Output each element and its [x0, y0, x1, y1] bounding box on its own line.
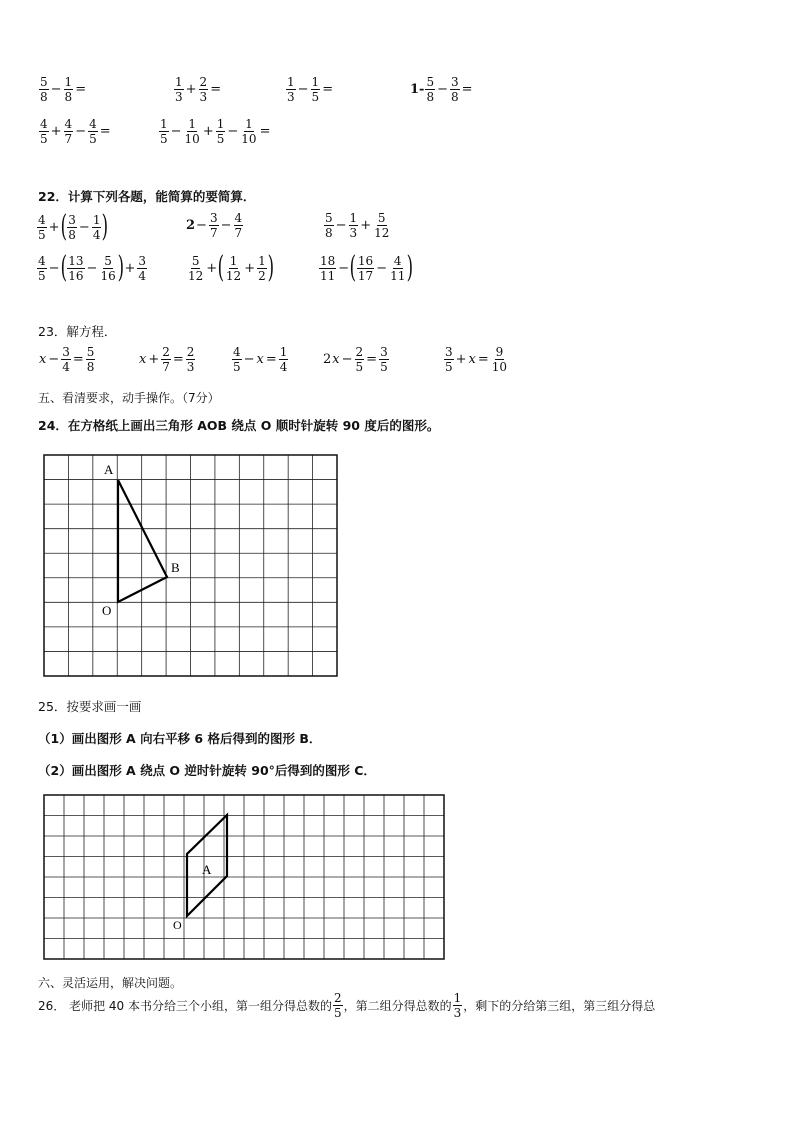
- fraction: [319, 255, 336, 282]
- numerator: 4: [234, 211, 243, 225]
- denominator: 12: [374, 226, 390, 240]
- question-26-text-a: 26． 老师把 40 本书分给三个小组，第一组分得总数的: [38, 999, 332, 1013]
- point-o-label: O: [102, 603, 112, 618]
- numerator: 2: [199, 75, 208, 89]
- fraction: [286, 76, 296, 103]
- parenthesis: (: [60, 209, 67, 244]
- fraction: [355, 346, 365, 373]
- expression: [38, 346, 96, 373]
- numerator: 5: [325, 211, 333, 225]
- question-24-grid: [40, 452, 340, 678]
- point-b-label: B: [171, 560, 180, 575]
- denominator: 11: [320, 268, 336, 283]
- numerator: 1: [245, 117, 253, 131]
- expression: [38, 76, 87, 103]
- denominator: 10: [184, 132, 200, 146]
- numerator: 1: [64, 75, 73, 89]
- parenthesis: ): [407, 250, 414, 285]
- numerator: 9: [495, 345, 504, 359]
- denominator: 8: [86, 360, 95, 374]
- number: 2: [186, 218, 196, 233]
- fraction: [186, 346, 196, 373]
- operator: +: [50, 124, 62, 139]
- fraction: [184, 118, 201, 145]
- numerator: 1: [175, 75, 183, 89]
- operator: =: [366, 352, 378, 367]
- expression: [410, 76, 474, 103]
- denominator: 7: [162, 360, 170, 374]
- fraction: [64, 76, 74, 103]
- fraction: [67, 255, 84, 282]
- fraction: [491, 346, 508, 373]
- denominator: 3: [175, 90, 183, 104]
- variable: x: [39, 352, 47, 367]
- numerator: 4: [38, 212, 46, 227]
- numerator: 4: [38, 253, 46, 268]
- expression: [38, 118, 112, 145]
- numerator: 13: [68, 253, 84, 268]
- operator: =: [72, 352, 84, 367]
- operator: −: [75, 124, 87, 139]
- operator: =: [322, 82, 334, 97]
- denominator: 5: [355, 360, 364, 374]
- denominator: 5: [40, 132, 48, 146]
- numerator: 3: [209, 211, 218, 225]
- section-6-heading: 六、灵活运用，解决问题。: [38, 976, 183, 990]
- denominator: 8: [68, 227, 76, 242]
- numerator: 2: [162, 345, 170, 359]
- numerator: 1: [311, 75, 320, 89]
- fraction: [349, 212, 359, 239]
- question-25-grid: [40, 792, 448, 962]
- fraction: [92, 214, 102, 241]
- fraction: [137, 255, 147, 282]
- operator: +: [185, 82, 197, 97]
- operator: −: [376, 260, 388, 276]
- operator: +: [148, 352, 160, 367]
- fraction: [39, 76, 49, 103]
- numerator: 1: [229, 253, 238, 268]
- operator: =: [210, 82, 222, 97]
- expression: [285, 76, 334, 103]
- fraction: [159, 118, 169, 145]
- denominator: 3: [349, 226, 358, 240]
- numerator: 1: [349, 211, 358, 225]
- numerator: 5: [191, 253, 200, 268]
- fraction: [61, 346, 71, 373]
- denominator: 3: [186, 360, 195, 374]
- shape-a-label: A: [202, 862, 212, 877]
- numerator: 4: [233, 345, 241, 359]
- numerator: 18: [320, 253, 336, 268]
- numerator: 4: [40, 117, 48, 131]
- operator: +: [202, 124, 214, 139]
- variable: x: [256, 352, 264, 367]
- fraction: [279, 346, 289, 373]
- question-25-item-2: （2）画出图形 A 绕点 O 逆时针旋转 90°后得到的图形 C．: [38, 763, 376, 778]
- denominator: 5: [233, 360, 241, 374]
- denominator: 5: [380, 360, 388, 374]
- operator: +: [48, 219, 60, 235]
- fraction: [311, 76, 321, 103]
- expression: [231, 346, 289, 373]
- denominator: 8: [64, 90, 73, 104]
- numerator: 4: [64, 117, 73, 131]
- fraction: [67, 214, 77, 241]
- section-5-heading: 五、看清要求，动手操作。（7分）: [38, 391, 220, 405]
- point-a-label: A: [104, 462, 114, 477]
- fraction: [379, 346, 389, 373]
- question-26-text-c: ，剩下的分给第三组，第三组分得总: [463, 999, 656, 1013]
- denominator: 4: [279, 360, 288, 374]
- operator: +: [244, 260, 256, 276]
- numerator: 3: [68, 212, 76, 227]
- expression: [36, 209, 109, 244]
- numerator: 3: [445, 345, 453, 359]
- operator: =: [75, 82, 87, 97]
- numerator: 4: [89, 117, 97, 131]
- question-23-title: 23．解方程．: [38, 324, 117, 339]
- fraction: [450, 76, 460, 103]
- operator: −: [196, 218, 207, 233]
- fraction: [444, 346, 454, 373]
- fraction: [225, 255, 242, 282]
- fraction: [257, 255, 267, 282]
- fraction: [37, 255, 47, 282]
- fraction: [425, 76, 435, 103]
- expression: [186, 212, 244, 239]
- denominator: 16: [100, 268, 116, 283]
- numerator: 2: [355, 345, 364, 359]
- numerator: 5: [86, 345, 95, 359]
- denominator: 7: [234, 226, 243, 240]
- expression: [138, 346, 196, 373]
- denominator: 16: [68, 268, 84, 283]
- operator: −: [338, 260, 350, 276]
- fraction: [234, 212, 244, 239]
- denominator: 5: [445, 360, 453, 374]
- expression: [158, 118, 271, 145]
- denominator: 10: [241, 132, 257, 146]
- numerator: 16: [357, 253, 374, 268]
- numerator: 5: [426, 75, 435, 89]
- denominator: 17: [357, 268, 374, 283]
- expression: [186, 250, 274, 285]
- denominator: 7: [64, 132, 73, 146]
- question-26-text-b: ，第二组分得总数的: [343, 999, 452, 1013]
- denominator: 7: [209, 226, 218, 240]
- operator: −: [78, 219, 90, 235]
- fraction: [240, 118, 257, 145]
- denominator: 5: [38, 268, 46, 283]
- operator: =: [265, 352, 277, 367]
- operator: −: [227, 124, 239, 139]
- fraction: [187, 255, 204, 282]
- fraction: [324, 212, 334, 239]
- fraction: [232, 346, 242, 373]
- parenthesis: (: [217, 250, 225, 285]
- numerator: 2: [186, 345, 195, 359]
- numerator: 5: [377, 211, 386, 225]
- triangle-aob: [118, 480, 167, 602]
- parenthesis: ): [267, 250, 274, 285]
- expression: [318, 250, 414, 285]
- operator: +: [455, 352, 467, 367]
- numerator: 5: [40, 75, 48, 89]
- denominator: 3: [287, 90, 295, 104]
- numerator: 4: [393, 253, 402, 268]
- numerator: 3: [138, 253, 146, 268]
- denominator: 5: [311, 90, 320, 104]
- fraction: [216, 118, 226, 145]
- fraction: [174, 76, 184, 103]
- fraction: [86, 346, 96, 373]
- fraction: [199, 76, 209, 103]
- denominator: 3: [199, 90, 208, 104]
- expression: [173, 76, 222, 103]
- denominator: 12: [225, 268, 242, 283]
- numerator: 1: [279, 345, 288, 359]
- expression: [323, 212, 391, 239]
- expression: [443, 346, 509, 373]
- fraction: [161, 346, 171, 373]
- denominator: 4: [138, 268, 146, 283]
- numerator: 1: [92, 212, 101, 227]
- question-26: [38, 992, 655, 1019]
- numerator: 1: [188, 117, 196, 131]
- fraction: [37, 214, 47, 241]
- expression: [323, 346, 390, 373]
- variable: x: [332, 352, 340, 367]
- parenthesis: ): [102, 209, 109, 244]
- fraction: $\frac{2}{5}$: [333, 991, 342, 1020]
- operator: =: [259, 124, 271, 139]
- number: 2: [323, 352, 332, 367]
- fraction: [389, 255, 406, 282]
- operator: −: [335, 218, 347, 233]
- operator: −: [297, 82, 309, 97]
- operator: +: [206, 260, 218, 276]
- denominator: 8: [426, 90, 435, 104]
- denominator: 5: [38, 227, 46, 242]
- numerator: 5: [104, 253, 112, 268]
- variable: x: [468, 352, 476, 367]
- numerator: 1: [287, 75, 295, 89]
- fraction: [88, 118, 98, 145]
- operator: −: [48, 352, 60, 367]
- denominator: 10: [491, 360, 508, 374]
- numerator: 3: [62, 345, 70, 359]
- operator: −: [243, 352, 255, 367]
- expression: [36, 250, 148, 285]
- numerator: 1: [216, 117, 225, 131]
- parenthesis: (: [60, 250, 67, 285]
- operator: +: [124, 260, 136, 276]
- operator: −: [48, 260, 60, 276]
- denominator: 4: [92, 227, 101, 242]
- fraction: [373, 212, 390, 239]
- point-o-label: O: [173, 918, 182, 932]
- denominator: 8: [451, 90, 459, 104]
- question-22-title: 22．计算下列各题，能简算的要简算．: [38, 189, 256, 204]
- operator: +: [360, 218, 372, 233]
- denominator: 5: [89, 132, 97, 146]
- denominator: 2: [258, 268, 266, 283]
- denominator: 5: [160, 132, 168, 146]
- denominator: 12: [188, 268, 204, 283]
- numerator: 1: [258, 253, 266, 268]
- parenthesis: (: [349, 250, 357, 285]
- denominator: 4: [62, 360, 70, 374]
- fraction: [99, 255, 116, 282]
- denominator: 8: [325, 226, 333, 240]
- variable: x: [139, 352, 147, 367]
- operator: −: [50, 82, 62, 97]
- operator: =: [477, 352, 489, 367]
- fraction: [39, 118, 49, 145]
- numerator: 3: [380, 345, 388, 359]
- fraction: [209, 212, 219, 239]
- operator: −: [341, 352, 353, 367]
- parenthesis: ): [117, 250, 124, 285]
- operator: =: [99, 124, 111, 139]
- fraction: [357, 255, 374, 282]
- operator: =: [461, 82, 473, 97]
- operator: −: [86, 260, 98, 276]
- numerator: 3: [451, 75, 459, 89]
- fraction: $\frac{1}{3}$: [453, 991, 462, 1020]
- question-25-item-1: （1）画出图形 A 向右平移 6 格后得到的图形 B．: [38, 731, 322, 746]
- operator: =: [172, 352, 184, 367]
- fraction: [64, 118, 74, 145]
- operator: −: [437, 82, 448, 97]
- denominator: 11: [390, 268, 406, 283]
- question-24-title: 24．在方格纸上画出三角形 AOB 绕点 O 顺时针旋转 90 度后的图形。: [38, 418, 440, 433]
- denominator: 5: [216, 132, 225, 146]
- question-25-title: 25．按要求画一画: [38, 699, 142, 714]
- denominator: 8: [40, 90, 48, 104]
- numerator: 1: [160, 117, 168, 131]
- number: 1-: [410, 82, 425, 97]
- operator: −: [170, 124, 182, 139]
- operator: −: [220, 218, 232, 233]
